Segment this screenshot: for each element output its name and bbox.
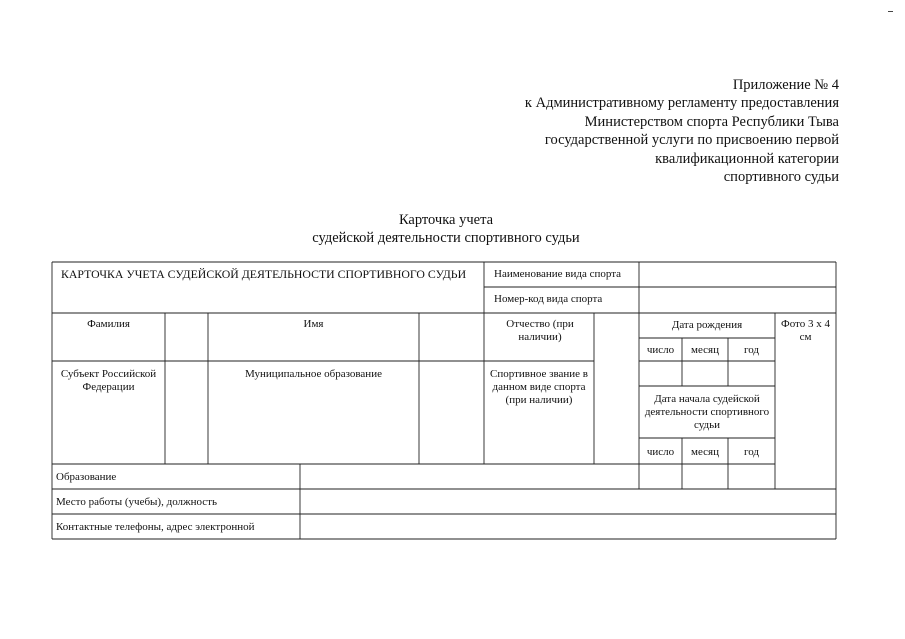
card-title: [250, 211, 642, 247]
sport-code-label: Номер-код вида спорта: [494, 293, 603, 305]
surname-label: Фамилия: [87, 318, 130, 330]
card-title-line: Карточка учета: [398, 212, 494, 228]
birth-year-label: год: [743, 344, 760, 356]
form-header: КАРТОЧКА УЧЕТА СУДЕЙСКОЙ ДЕЯТЕЛЬНОСТИ СПОРТИВНОГО СУДЬИ: [61, 267, 467, 281]
municipality-label: Муниципальное образование: [245, 368, 382, 380]
card-title-line: судейской деятельности спортивного судьи: [312, 230, 580, 246]
appendix-line: Приложение № 4: [732, 77, 839, 93]
judge-start-year-label: год: [743, 446, 760, 458]
appendix-line: к Административному регламенту предоставления: [524, 95, 839, 112]
workplace-label: Место работы (учебы), должность: [56, 496, 218, 508]
name-label: Имя: [303, 318, 324, 330]
birth-day-label: число: [646, 344, 675, 356]
appendix-line: Министерством спорта Республики Тыва: [584, 113, 839, 130]
contacts-label: Контактные телефоны, адрес электронной: [56, 521, 255, 533]
region-label: Субъект Российской Федерации: [60, 368, 157, 393]
judge-start-date-label: Дата начала судейской деятельности спортивного судьи: [644, 393, 770, 431]
sport-name-label: Наименование вида спорта: [494, 268, 622, 280]
appendix-line: государственной услуги по присвоению первой: [544, 132, 839, 149]
photo-label: Фото 3 х 4 см: [781, 318, 830, 343]
patronymic-label: Отчество (при наличии): [506, 318, 574, 343]
appendix-line: квалификационной категории: [655, 150, 839, 167]
corner-mark: [888, 11, 893, 12]
appendix-line: спортивного судьи: [723, 169, 839, 186]
birth-month-label: месяц: [691, 344, 719, 356]
judge-start-day-label: число: [646, 446, 675, 458]
birth-date-label: Дата рождения: [671, 319, 743, 331]
sport-title-label: Спортивное звание в данном виде спорта (при наличии): [490, 368, 588, 406]
appendix-note: [419, 76, 839, 186]
judge-start-month-label: месяц: [691, 446, 719, 458]
education-label: Образование: [56, 471, 117, 483]
